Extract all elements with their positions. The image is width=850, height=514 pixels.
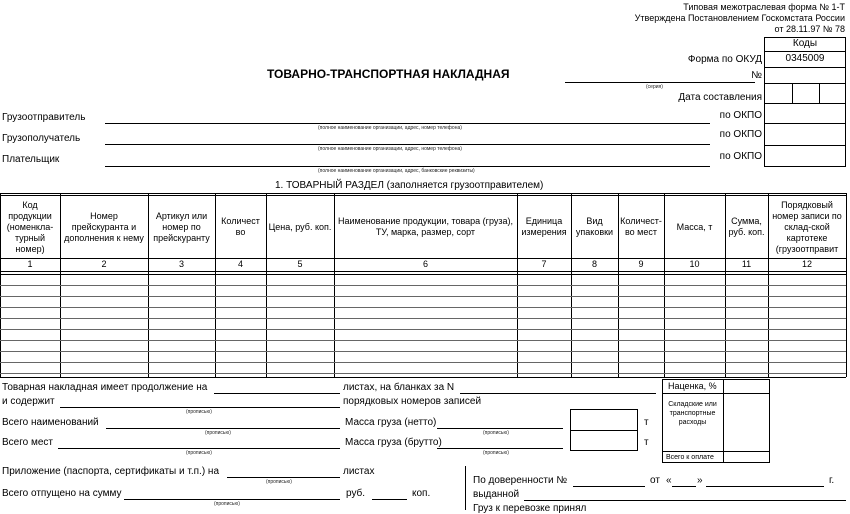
approval-date-line: от 28.11.97 № 78 (774, 24, 845, 34)
propis-hint-5: (прописью) (483, 450, 509, 456)
warehouse-costs-label: Складские или транспортные расходы (668, 400, 717, 426)
rub-label: руб. (346, 488, 366, 499)
series-hint: (серия) (646, 84, 663, 90)
contains-label: и содержит (2, 396, 55, 407)
quote-close: » (697, 475, 703, 486)
okpo-label-payer: по ОКПО (719, 151, 762, 162)
goods-table (0, 193, 850, 378)
column-header-12: Порядковый номер записи по склад-ской картотеке (грузоотправит (772, 199, 842, 254)
okpo-label-shipper: по ОКПО (719, 110, 762, 121)
appendix-label: Приложение (паспорта, сертификаты и т.п.) на (2, 466, 220, 477)
total-names-label: Всего наименований (2, 417, 99, 428)
cargo-accepted-label: Груз к перевозке принял (473, 503, 587, 514)
kop-label: коп. (412, 488, 431, 499)
shipper-hint: (полное наименование организации, адрес, номер телефона) (318, 125, 462, 131)
column-number-9: 9 (638, 259, 644, 269)
column-number-3: 3 (178, 259, 184, 269)
released-sum-label: Всего отпущено на сумму (2, 488, 122, 499)
document-title: ТОВАРНО-ТРАНСПОРТНАЯ НАКЛАДНАЯ (267, 67, 510, 81)
column-header-5: Цена, руб. коп. (268, 221, 332, 232)
issued-label: выданной (473, 489, 520, 500)
total-places-label: Всего мест (2, 437, 54, 448)
shipper-field[interactable] (105, 123, 710, 124)
payer-hint: (полное наименование организации, адрес, банковские реквизиты) (318, 168, 475, 174)
consignee-hint: (полное наименование организации, адрес, номер телефона) (318, 146, 462, 152)
number-label: № (751, 70, 762, 81)
total-pay-label: Всего к оплате (666, 454, 714, 461)
records-label: порядковых номеров записей (343, 396, 482, 407)
payer-field[interactable] (105, 166, 710, 167)
column-number-12: 12 (801, 259, 812, 269)
propis-hint-3: (прописью) (483, 430, 509, 436)
column-number-2: 2 (101, 259, 107, 269)
column-header-4: Количест во (221, 216, 260, 237)
poa-label: По доверенности № (473, 475, 568, 486)
column-number-11: 11 (741, 259, 752, 269)
column-header-7: Единица измерения (521, 216, 567, 237)
form-type-line: Типовая межотраслевая форма № 1-Т (683, 2, 845, 12)
ton-unit-gross: т (644, 437, 649, 448)
column-header-8: Вид упаковки (575, 216, 614, 237)
column-header-11: Сумма, руб. коп. (728, 216, 765, 237)
section-title: 1. ТОВАРНЫЙ РАЗДЕЛ (заполняется грузоотправителем) (275, 180, 544, 191)
column-number-7: 7 (541, 259, 547, 269)
payer-label: Плательщик (2, 154, 60, 165)
propis-hint-6: (прописью) (266, 479, 292, 485)
column-header-1: Код продукции (номенкла-турный номер) (6, 199, 54, 254)
propis-hint-7: (прописью) (214, 501, 240, 507)
column-header-3: Артикул или номер по прейскуранту (153, 210, 210, 243)
poa-from-label: от (650, 475, 660, 486)
appendix-sheets-label: листах (343, 466, 375, 477)
consignee-field[interactable] (105, 144, 710, 145)
sheets-label: листах, на бланках за N (343, 382, 455, 393)
net-mass-label: Масса груза (нетто) (345, 417, 437, 428)
shipper-label: Грузоотправитель (2, 112, 86, 123)
column-number-1: 1 (27, 259, 33, 269)
propis-hint-2: (прописью) (205, 430, 231, 436)
column-number-8: 8 (591, 259, 597, 269)
quote-open: « (666, 475, 672, 486)
column-header-10: Масса, т (676, 221, 713, 232)
okpo-label-consignee: по ОКПО (719, 129, 762, 140)
continuation-label: Товарная накладная имеет продолжение на (2, 382, 208, 393)
column-number-5: 5 (297, 259, 303, 269)
column-number-6: 6 (422, 259, 428, 269)
column-number-10: 10 (689, 259, 700, 269)
column-header-2: Номер прейскуранта и дополнения к нему (64, 210, 144, 243)
okud-code-value: 0345009 (785, 53, 825, 64)
markup-label: Наценка, % (668, 381, 717, 391)
date-label: Дата составления (678, 92, 762, 103)
gross-mass-label: Масса груза (брутто) (345, 437, 442, 448)
approval-line: Утверждена Постановлением Госкомстата России (634, 13, 845, 23)
propis-hint-4: (прописью) (186, 450, 212, 456)
consignee-label: Грузополучатель (2, 133, 81, 144)
codes-header: Коды (792, 38, 818, 49)
ton-unit-net: т (644, 417, 649, 428)
column-header-9: Количест-во мест (620, 216, 662, 237)
year-label: г. (829, 475, 835, 486)
column-header-6: Наименование продукции, товара (груза), ТУ, марка, размер, сорт (337, 216, 513, 237)
propis-hint-1: (прописью) (186, 409, 212, 415)
column-number-4: 4 (237, 259, 243, 269)
okud-label: Форма по ОКУД (687, 54, 762, 65)
